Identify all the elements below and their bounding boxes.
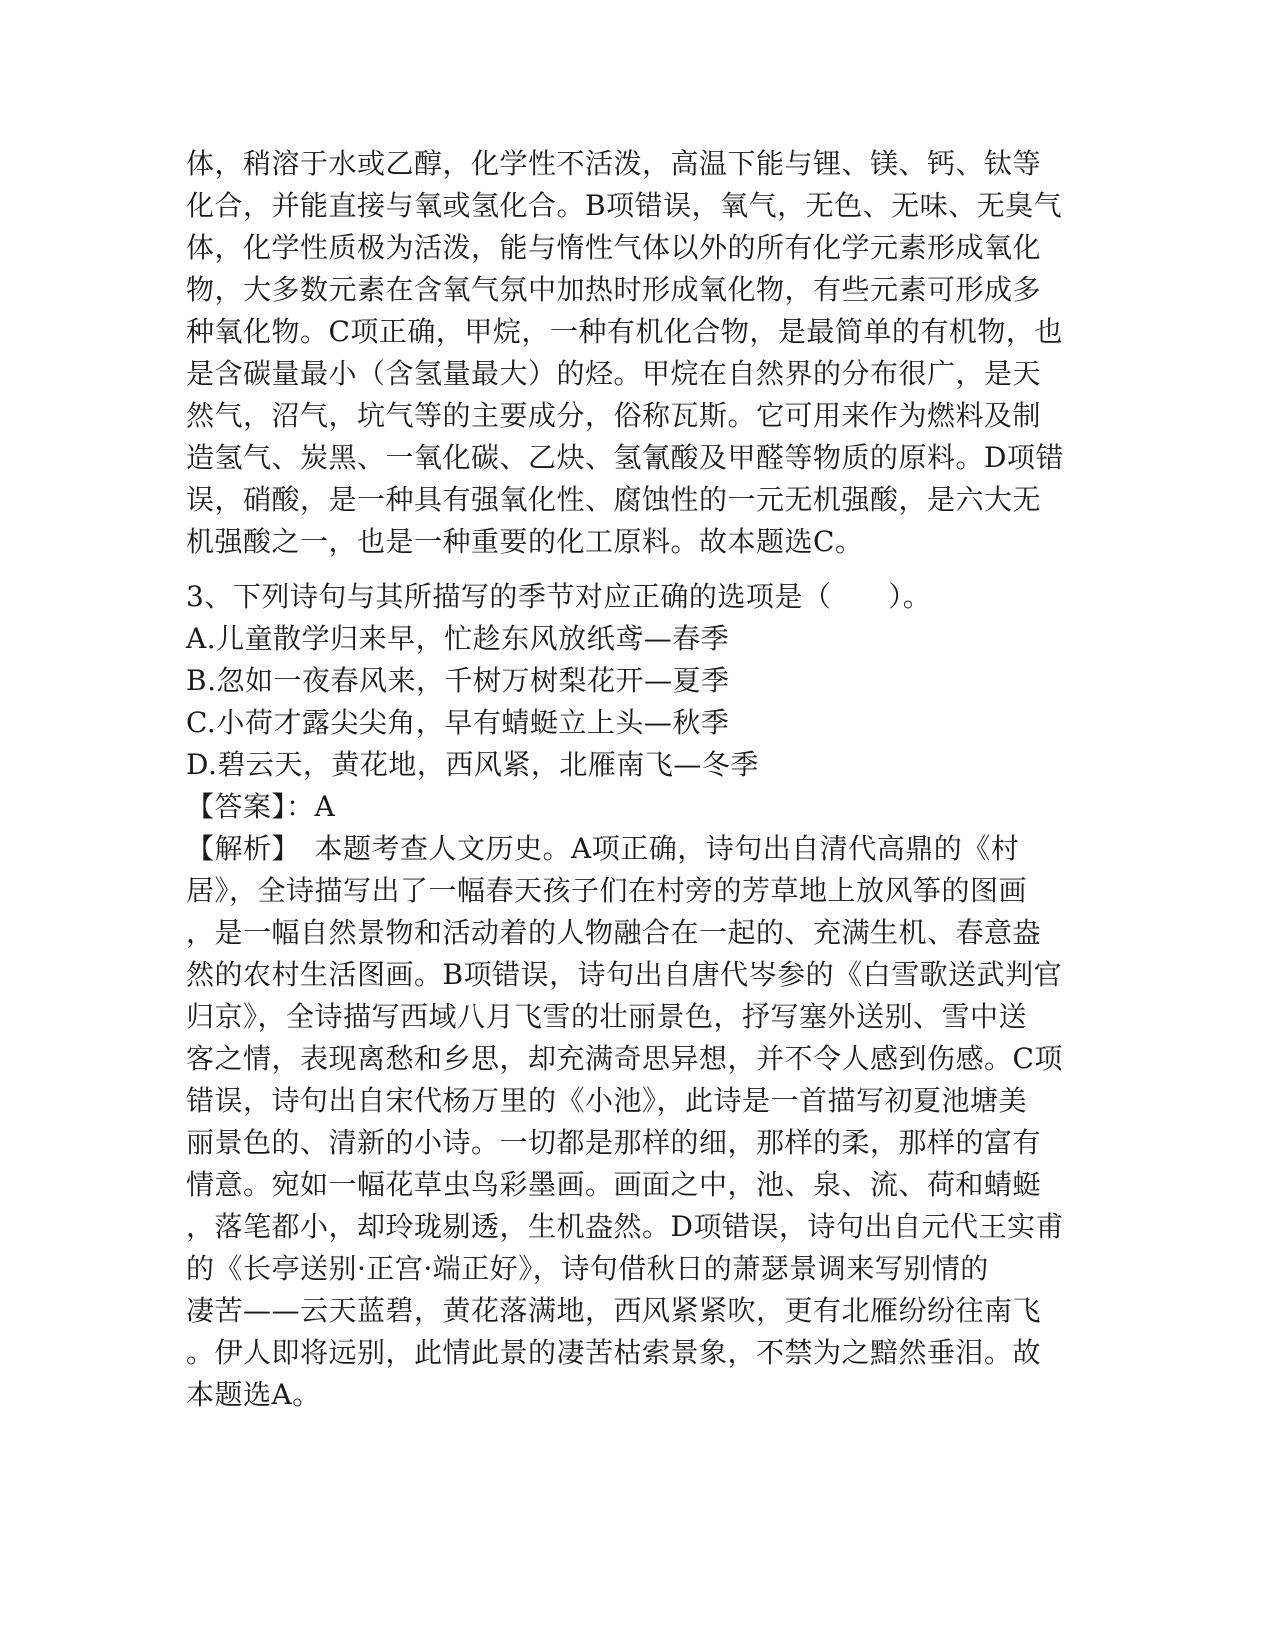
analysis-continuation-line: 机强酸之一，也是一种重要的化工原料。故本题选C。: [186, 525, 864, 558]
analysis-continuation-line: 种氧化物。C项正确，甲烷，一种有机化合物，是最简单的有机物，也: [186, 315, 1063, 348]
analysis-line: 【解析】 本题考查人文历史。A项正确，诗句出自清代高鼎的《村: [186, 832, 1020, 865]
analysis-line: 本题选A。: [186, 1378, 321, 1411]
analysis-line: 。伊人即将远别，此情此景的凄苦枯索景象，不禁为之黯然垂泪。故: [186, 1336, 1042, 1369]
analysis-line: ，是一幅自然景物和活动着的人物融合在一起的、充满生机、春意盎: [186, 916, 1042, 949]
analysis-line: 然的农村生活图画。B项错误，诗句出自唐代岑参的《白雪歌送武判官: [186, 958, 1063, 991]
analysis-continuation-line: 化合，并能直接与氧或氢化合。B项错误，氧气，无色、无味、无臭气: [186, 189, 1063, 222]
analysis-continuation-line: 造氢气、炭黑、一氧化碳、乙炔、氢氰酸及甲醛等物质的原料。D项错: [186, 441, 1064, 474]
option-c: C.小荷才露尖尖角，早有蜻蜓立上头—秋季: [186, 706, 730, 739]
option-d: D.碧云天，黄花地，西风紧，北雁南飞—冬季: [186, 748, 759, 781]
option-b: B.忽如一夜春风来，千树万树梨花开—夏季: [186, 664, 730, 697]
analysis-continuation-line: 是含碳量最小（含氢量最大）的烃。甲烷在自然界的分布很广，是天: [186, 357, 1042, 390]
analysis-line: 凄苦——云天蓝碧，黄花落满地，西风紧紧吹，更有北雁纷纷往南飞: [186, 1294, 1042, 1327]
analysis-line: ，落笔都小，却玲珑剔透，生机盎然。D项错误，诗句出自元代王实甫: [186, 1210, 1064, 1243]
analysis-line: 居》，全诗描写出了一幅春天孩子们在村旁的芳草地上放风筝的图画: [186, 874, 1028, 907]
analysis-line: 客之情，表现离愁和乡思，却充满奇思异想，并不令人感到伤感。C项: [186, 1042, 1063, 1075]
analysis-continuation-line: 物，大多数元素在含氧气氛中加热时形成氧化物，有些元素可形成多: [186, 273, 1042, 306]
analysis-continuation-line: 体，化学性质极为活泼，能与惰性气体以外的所有化学元素形成氧化: [186, 231, 1042, 264]
analysis-continuation-line: 体，稍溶于水或乙醇，化学性不活泼，高温下能与锂、镁、钙、钛等: [186, 147, 1042, 180]
analysis-line: 的《长亭送别·正宫·端正好》，诗句借秋日的萧瑟景调来写别情的: [186, 1252, 989, 1285]
analysis-continuation-line: 然气，沼气，坑气等的主要成分，俗称瓦斯。它可用来作为燃料及制: [186, 399, 1042, 432]
analysis-line: 错误，诗句出自宋代杨万里的《小池》，此诗是一首描写初夏池塘美: [186, 1084, 1028, 1117]
question-stem: 3、下列诗句与其所描写的季节对应正确的选项是（ ）。: [186, 580, 932, 613]
analysis-line: 丽景色的、清新的小诗。一切都是那样的细，那样的柔，那样的富有: [186, 1126, 1042, 1159]
answer-line: 【答案】：A: [186, 790, 336, 823]
analysis-line: 归京》，全诗描写西域八月飞雪的壮丽景色，抒写塞外送别、雪中送: [186, 1000, 1028, 1033]
analysis-line: 情意。宛如一幅花草虫鸟彩墨画。画面之中，池、泉、流、荷和蜻蜓: [186, 1168, 1042, 1201]
option-a: A.儿童散学归来早，忙趁东风放纸鸢—春季: [186, 622, 730, 655]
analysis-continuation-line: 误，硝酸，是一种具有强氧化性、腐蚀性的一元无机强酸，是六大无: [186, 483, 1042, 516]
